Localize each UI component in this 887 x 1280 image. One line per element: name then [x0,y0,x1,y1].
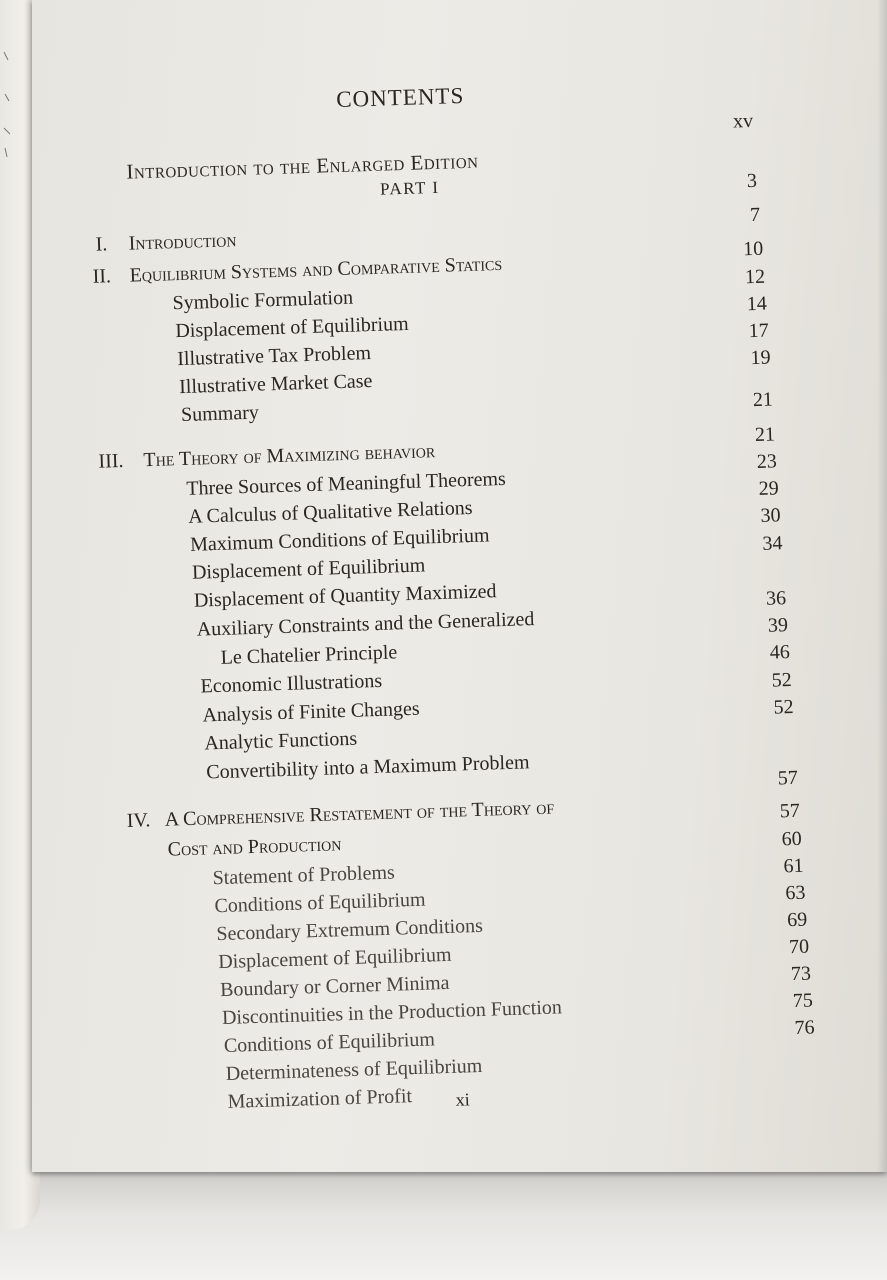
chapter-title: A Comprehensive Restatement of the Theory of [164,796,555,831]
chapter-title: The Theory of Maximizing behavior [143,440,436,472]
toc-section-title: Displacement of Equilibrium [217,943,452,974]
toc-section-page: 60 [781,827,803,851]
page-folio: xi [455,1089,471,1110]
toc-section-title: Symbolic Formulation [172,286,354,315]
toc-section-title: Boundary or Corner Minima [219,971,450,1002]
toc-section-title: Displacement of Equilibrium [175,312,409,343]
page-title: CONTENTS [335,82,465,113]
toc-section-title: Discontinuities in the Production Function [221,996,563,1030]
toc-section-title: A Calculus of Qualitative Relations [187,496,473,528]
toc-section-page: 19 [750,346,771,370]
chapter-number: IV. [126,809,151,832]
toc-section-title: Determinateness of Equilibrium [225,1054,483,1085]
toc-section-page: 76 [794,1016,815,1040]
part-label: PART I [379,177,440,199]
toc-section-page: 75 [792,989,814,1013]
toc-section-title: Conditions of Equilibrium [214,888,426,918]
toc-section-page: 21 [754,423,776,447]
chapter-page: 3 [746,169,758,193]
toc-section-title: Convertibility into a Maximum Problem [205,751,530,784]
toc-section-page: 14 [746,292,768,316]
toc-section-title: Le Chatelier Principle [220,641,398,669]
chapter-number: II. [92,265,112,288]
toc-section-page: 36 [765,587,787,610]
chapter-title: Introduction [128,229,237,255]
toc-section-title: Maximum Conditions of Equilibrium [189,524,490,556]
toc-section-title: Analysis of Finite Changes [202,697,420,727]
chapter-number: I. [95,233,108,256]
toc-intro-page: xv [732,109,754,133]
toc-section-page: 70 [788,935,810,959]
table-surface [0,1172,887,1280]
toc-section-page: 39 [767,614,789,637]
toc-section-page: 46 [769,641,791,664]
toc-section-title: Three Sources of Meaningful Theorems [186,467,507,500]
toc-section-title: Conditions of Equilibrium [223,1028,436,1058]
toc-section-title: Statement of Problems [212,861,396,890]
toc-section-page: 52 [771,668,793,692]
chapter-title: Equilibrium Systems and Comparative Statics [129,252,503,287]
toc-section-page: 17 [748,319,770,343]
toc-section-page: 10 [742,237,764,261]
chapter-page: 57 [777,766,799,790]
toc-section-page: 52 [773,695,794,719]
toc-section-page: 29 [758,477,780,500]
toc-section-page: 30 [760,504,781,527]
toc-section-page: 61 [783,854,804,878]
toc-intro-title: Introduction to the Enlarged Edition [126,148,479,184]
chapter-page: 21 [752,388,774,412]
toc-section-page: 12 [744,265,766,289]
chapter-title-continued: Cost and Production [167,833,342,861]
toc-section-title: Secondary Extremum Conditions [216,914,484,946]
chapter-page: 7 [749,203,761,227]
toc-section-page: 57 [779,799,801,823]
toc-section-page: 69 [786,908,808,932]
toc-section-title: Maximization of Profit [227,1085,413,1113]
toc-section-title: Auxiliary Constraints and the Generalized [196,608,535,641]
toc-section-page: 34 [762,532,783,555]
toc-section-page: 63 [785,881,806,905]
toc-section-title: Summary [180,401,260,427]
toc-section-page: 23 [756,450,778,473]
toc-section-title: Displacement of Equilibrium [191,554,426,584]
toc-section-title: Illustrative Market Case [178,370,373,399]
toc-section-title: Illustrative Tax Problem [176,342,372,371]
toc-section-title: Displacement of Quantity Maximized [193,580,497,612]
toc-section-title: Economic Illustrations [200,669,383,698]
toc-section-title: Analytic Functions [204,727,358,755]
chapter-number: III. [98,449,124,473]
toc-section-page: 73 [790,962,812,986]
